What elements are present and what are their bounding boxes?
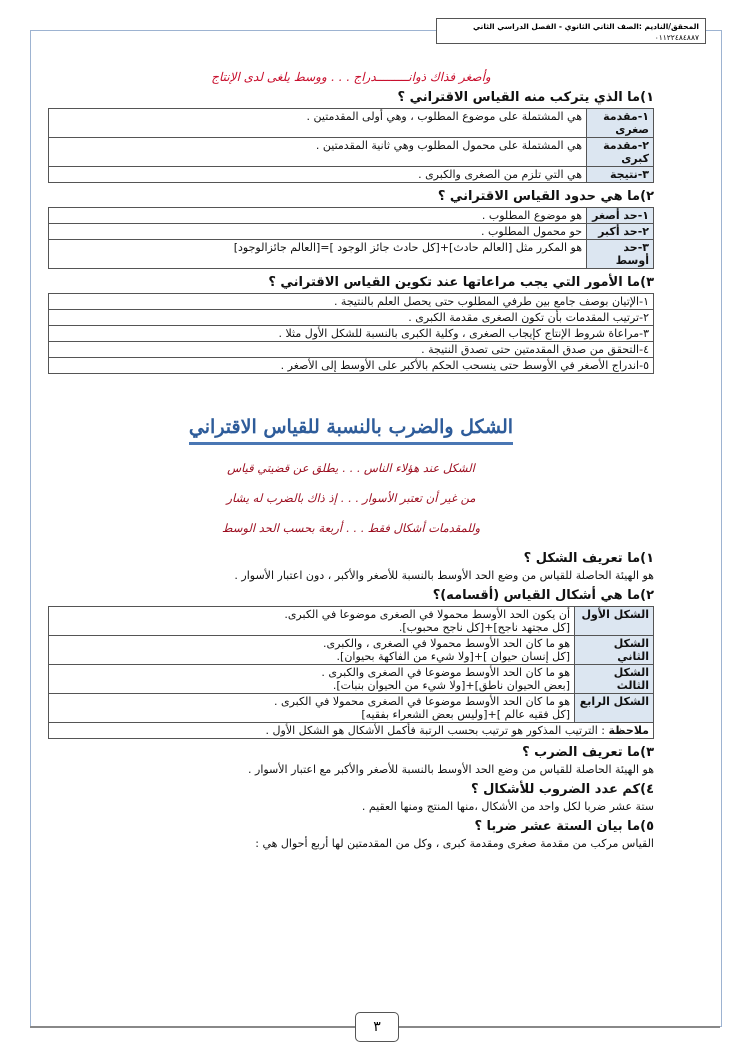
row-example: [كل فقيه عالم ]+[وليس بعض الشعراء بفقيه]: [361, 708, 570, 721]
row-value: ١-الإتيان بوصف جامع بين طرفي المطلوب حتى يحصل العلم بالنتيجة .: [49, 294, 654, 310]
row-example: [كل إنسان حيوان ]+[ولا شيء من الفاكهة بحيوان].: [336, 650, 570, 663]
row-value: هي المشتملة على موضوع المطلوب ، وهي أولى المقدمتين .: [49, 109, 587, 138]
row-key: الشكل الرابع: [575, 694, 654, 723]
row-value: حو محمول المطلوب .: [49, 224, 587, 240]
table-row: [49, 138, 654, 167]
table-row: [49, 167, 654, 183]
row-value: [49, 607, 575, 636]
row-value: [49, 665, 575, 694]
page-content: [48, 60, 654, 852]
row-line: هو ما كان الحد الأوسط محمولا في الصغرى ، والكبرى.: [323, 637, 570, 650]
note-text: : الترتيب المذكور هو ترتيب بحسب الرتبة فأكمل الأشكال هو الشكل الأول .: [265, 724, 606, 737]
q3-answer: هو الهيئة الحاصلة للقياس من وضع الحد الأوسط بالنسبة للأصغر والأكبر مع اعتبار الأسوار .: [248, 763, 654, 776]
figures-table: [48, 606, 654, 739]
row-value: ٥-اندراج الأصغر في الأوسط حتى ينسحب الحكم بالأكبر على الأوسط إلى الأصغر .: [49, 358, 654, 374]
row-value: هي التي تلزم من الصغرى والكبرى .: [49, 167, 587, 183]
page-number: ٣: [355, 1012, 399, 1042]
table-row: [49, 109, 654, 138]
q5-question: ٥)ما بيان الستة عشر ضربا ؟: [474, 819, 654, 834]
section1-question: ١)ما الذي يتركب منه القياس الاقتراني ؟: [397, 90, 654, 105]
footer-line-left: [30, 1026, 355, 1028]
top-verse: وأصغر فذاك ذوانـــــــــدراج . . . ووسط يلغى لدى الإنتاج: [211, 70, 491, 84]
q3-question: ٣)ما تعريف الضرب ؟: [522, 745, 654, 760]
row-value: هي المشتملة على محمول المطلوب وهي ثانية المقدمتين .: [49, 138, 587, 167]
table-row: [49, 294, 654, 310]
table-row: [49, 326, 654, 342]
note-cell: [49, 723, 654, 739]
poem-line-2: من غير أن تعتبر الأسوار . . . إذ ذاك بالضرب له يشار: [226, 491, 476, 505]
table-row: [49, 607, 654, 636]
table-row: [49, 358, 654, 374]
row-value: [49, 636, 575, 665]
row-example: [كل مجتهد ناجح]+[كل ناجح محبوب].: [398, 621, 570, 634]
table-row: [49, 665, 654, 694]
row-key: ١-حد أصغر: [587, 208, 654, 224]
page-header: [436, 18, 706, 44]
section-title-text: الشكل والضرب بالنسبة للقياس الاقتراني: [189, 416, 513, 445]
q4-answer: ستة عشر ضربا لكل واحد من الأشكال ،منها المنتج ومنها العقيم .: [361, 800, 654, 813]
q5-answer: القياس مركب من مقدمة صغرى ومقدمة كبرى ، وكل من المقدمتين لها أربع أحوال هي :: [255, 837, 654, 850]
header-phone: ٠١١٢٢٤٨٤٨٨٧: [654, 33, 699, 42]
header-title: المحقق/الناديم :الصف الثاني الثانوي - الفصل الدراسي الثاني: [472, 22, 699, 31]
section2-question: ٢)ما هي حدود القياس الاقتراني ؟: [437, 189, 654, 204]
row-value: ٢-ترتيب المقدمات بأن تكون الصغرى مقدمة الكبرى .: [49, 310, 654, 326]
q2-question: ٢)ما هي أشكال القياس (أقسامه)؟: [432, 588, 654, 603]
row-value: ٣-مراعاة شروط الإنتاج كإيجاب الصغرى ، وكلية الكبرى بالنسبة للشكل الأول مثلا .: [49, 326, 654, 342]
row-value: هو موضوع المطلوب .: [49, 208, 587, 224]
table-row: [49, 310, 654, 326]
conditions-table: [48, 293, 654, 374]
note-label: ملاحظة: [608, 724, 649, 737]
row-key: الشكل الثالث: [575, 665, 654, 694]
row-line: هو ما كان الحد الأوسط موضوعا في الصغرى محمولا في الكبرى .: [273, 695, 570, 708]
row-key: الشكل الأول: [575, 607, 654, 636]
table-row: [49, 636, 654, 665]
row-key: الشكل الثاني: [575, 636, 654, 665]
row-value: [49, 694, 575, 723]
q1-answer: هو الهيئة الحاصلة للقياس من وضع الحد الأوسط بالنسبة للأصغر والأكبر ، دون اعتبار الأسوار .: [234, 569, 654, 582]
row-key: ٣-نتيجة: [587, 167, 654, 183]
poem-line-1: الشكل عند هؤلاء الناس . . . يطلق عن قضيتي قياس: [227, 461, 475, 475]
note-row: [49, 723, 654, 739]
section-title: [48, 416, 654, 445]
row-key: ٣-حد أوسط: [587, 240, 654, 269]
terms-table: [48, 207, 654, 269]
table-row: [49, 694, 654, 723]
row-value: ٤-التحقق من صدق المقدمتين حتى تصدق النتيجة .: [49, 342, 654, 358]
row-key: ٢-مقدمة كبرى: [587, 138, 654, 167]
poem-line-3: وللمقدمات أشكال فقط . . . أربعة بحسب الحد الوسط: [221, 521, 481, 535]
row-key: ١-مقدمة صغرى: [587, 109, 654, 138]
table-row: [49, 208, 654, 224]
row-line: أن يكون الحد الأوسط محمولا في الصغرى موضوعا في الكبرى.: [284, 608, 570, 621]
table-row: [49, 224, 654, 240]
q4-question: ٤)كم عدد الضروب للأشكال ؟: [471, 782, 654, 797]
q1-question: ١)ما تعريف الشكل ؟: [523, 551, 654, 566]
premises-table: [48, 108, 654, 183]
row-example: [بعض الحيوان ناطق]+[ولا شيء من الحيوان بنبات].: [332, 679, 570, 692]
row-key: ٢-حد أكبر: [587, 224, 654, 240]
section3-question: ٣)ما الأمور التي يجب مراعاتها عند تكوين القياس الاقتراني ؟: [268, 275, 654, 290]
row-line: هو ما كان الحد الأوسط موضوعا في الصغرى والكبرى .: [321, 666, 570, 679]
footer-line-right: [397, 1026, 720, 1028]
table-row: [49, 240, 654, 269]
row-value: هو المكرر مثل [العالم حادث]+[كل حادث جائز الوجود ]=[العالم جائزالوجود]: [49, 240, 587, 269]
table-row: [49, 342, 654, 358]
